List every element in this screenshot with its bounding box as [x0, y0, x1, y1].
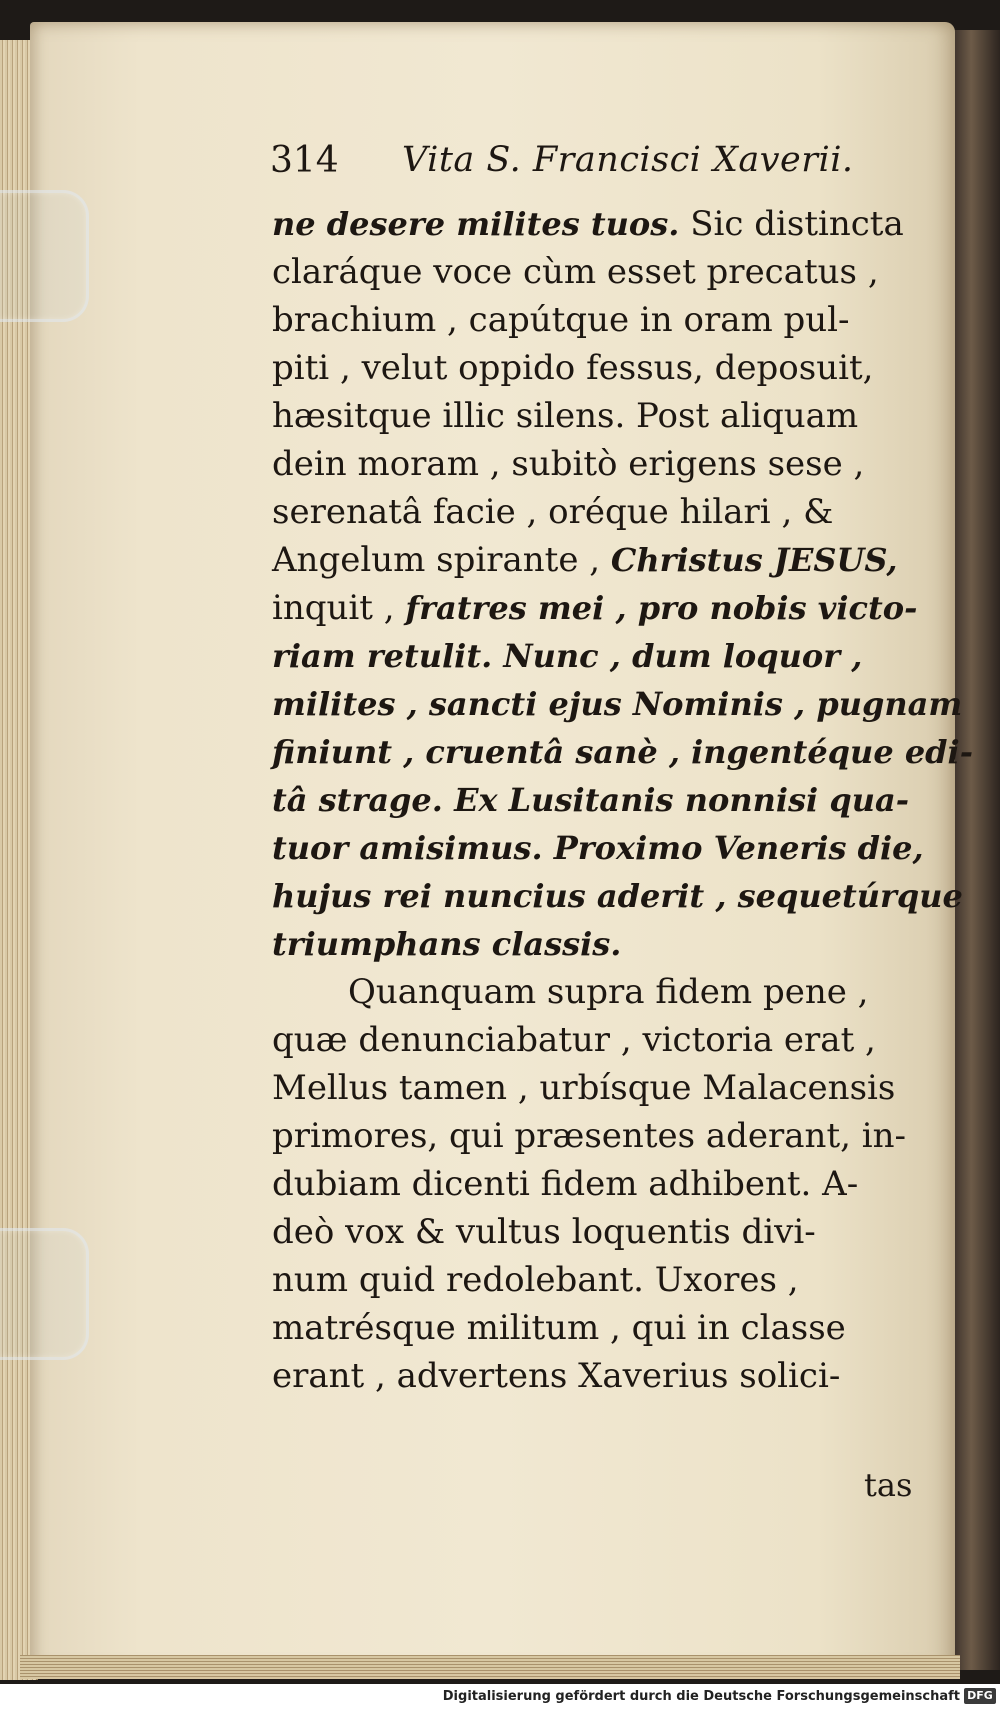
- text-line: [272, 296, 922, 344]
- roman-text: num quid redolebant. Uxores ,: [272, 1260, 799, 1300]
- italic-text: triumphans classis.: [272, 925, 622, 963]
- text-line: [272, 248, 922, 296]
- roman-text: primores, qui præsentes aderant, in-: [272, 1116, 906, 1156]
- page-number: 314: [270, 140, 339, 181]
- footer-credit: Digitalisierung gefördert durch die Deutsche Forschungsgemeinschaft: [442, 1689, 960, 1704]
- roman-text: Sic distincta: [679, 204, 904, 244]
- roman-text: Angelum spirante ,: [272, 540, 611, 580]
- text-line: [272, 968, 922, 1016]
- dfg-logo: DFG: [964, 1688, 996, 1704]
- italic-text: riam retulit. Nunc , dum loquor ,: [272, 637, 863, 675]
- text-line: [272, 344, 922, 392]
- text-line: [272, 1304, 922, 1352]
- page-clip-bottom: [0, 1228, 89, 1360]
- roman-text: erant , advertens Xaverius solici-: [272, 1356, 841, 1396]
- roman-text: Quanquam supra fidem pene ,: [348, 972, 869, 1012]
- italic-text: ne desere milites tuos.: [272, 205, 680, 243]
- book-cover-edge: [952, 30, 1000, 1670]
- roman-text: deò vox & vultus loquentis divi-: [272, 1212, 816, 1252]
- italic-text: tuor amisimus. Proximo Veneris die,: [272, 829, 924, 867]
- roman-text: hæsitque illic silens. Post aliquam: [272, 396, 859, 436]
- italic-text: milites , sancti ejus Nominis , pugnam: [272, 685, 963, 723]
- text-line: [272, 440, 922, 488]
- roman-text: serenatâ facie , oréque hilari , &: [272, 492, 834, 532]
- text-line: [272, 1016, 922, 1064]
- text-line: [272, 680, 963, 728]
- italic-text: tâ strage. Ex Lusitanis nonnisi qua-: [272, 781, 909, 819]
- text-line: [272, 824, 922, 872]
- text-line: [272, 536, 922, 584]
- roman-text: claráque voce cùm esset precatus ,: [272, 252, 879, 292]
- text-line: [272, 776, 922, 824]
- italic-text: fratres mei , pro nobis victo-: [405, 589, 918, 627]
- page-edges-bottom: [20, 1655, 960, 1679]
- text-line: [272, 1208, 922, 1256]
- text-line: [272, 1064, 922, 1112]
- roman-text: matrésque militum , qui in classe: [272, 1308, 846, 1348]
- text-line: [272, 584, 922, 632]
- running-header: [270, 140, 870, 190]
- page-clip-top: [0, 190, 89, 322]
- text-line: [272, 488, 922, 536]
- catchword: tas: [864, 1466, 913, 1504]
- text-line: [272, 1160, 922, 1208]
- roman-text: piti , velut oppido fessus, deposuit,: [272, 348, 874, 388]
- body-text: [272, 200, 973, 1400]
- italic-text: finiunt , cruentâ sanè , ingentéque edi-: [272, 733, 973, 771]
- text-line: [272, 632, 922, 680]
- text-line: [272, 1352, 922, 1400]
- running-title: Vita S. Francisci Xaverii.: [402, 140, 854, 180]
- text-line: [272, 920, 922, 968]
- roman-text: dubiam dicenti fidem adhibent. A-: [272, 1164, 859, 1204]
- text-line: [272, 200, 922, 248]
- roman-text: inquit ,: [272, 588, 406, 628]
- roman-text: dein moram , subitò erigens sese ,: [272, 444, 865, 484]
- italic-text: hujus rei nuncius aderit , sequetúrque: [272, 877, 963, 915]
- text-line: [272, 728, 973, 776]
- italic-text: Christus JESUS,: [610, 541, 898, 579]
- roman-text: brachium , capútque in oram pul-: [272, 300, 850, 340]
- text-line: [272, 872, 963, 920]
- roman-text: quæ denunciabatur , victoria erat ,: [272, 1020, 876, 1060]
- roman-text: Mellus tamen , urbísque Malacensis: [272, 1068, 896, 1108]
- text-line: [272, 392, 922, 440]
- text-line: [272, 1256, 922, 1304]
- text-line: [272, 1112, 922, 1160]
